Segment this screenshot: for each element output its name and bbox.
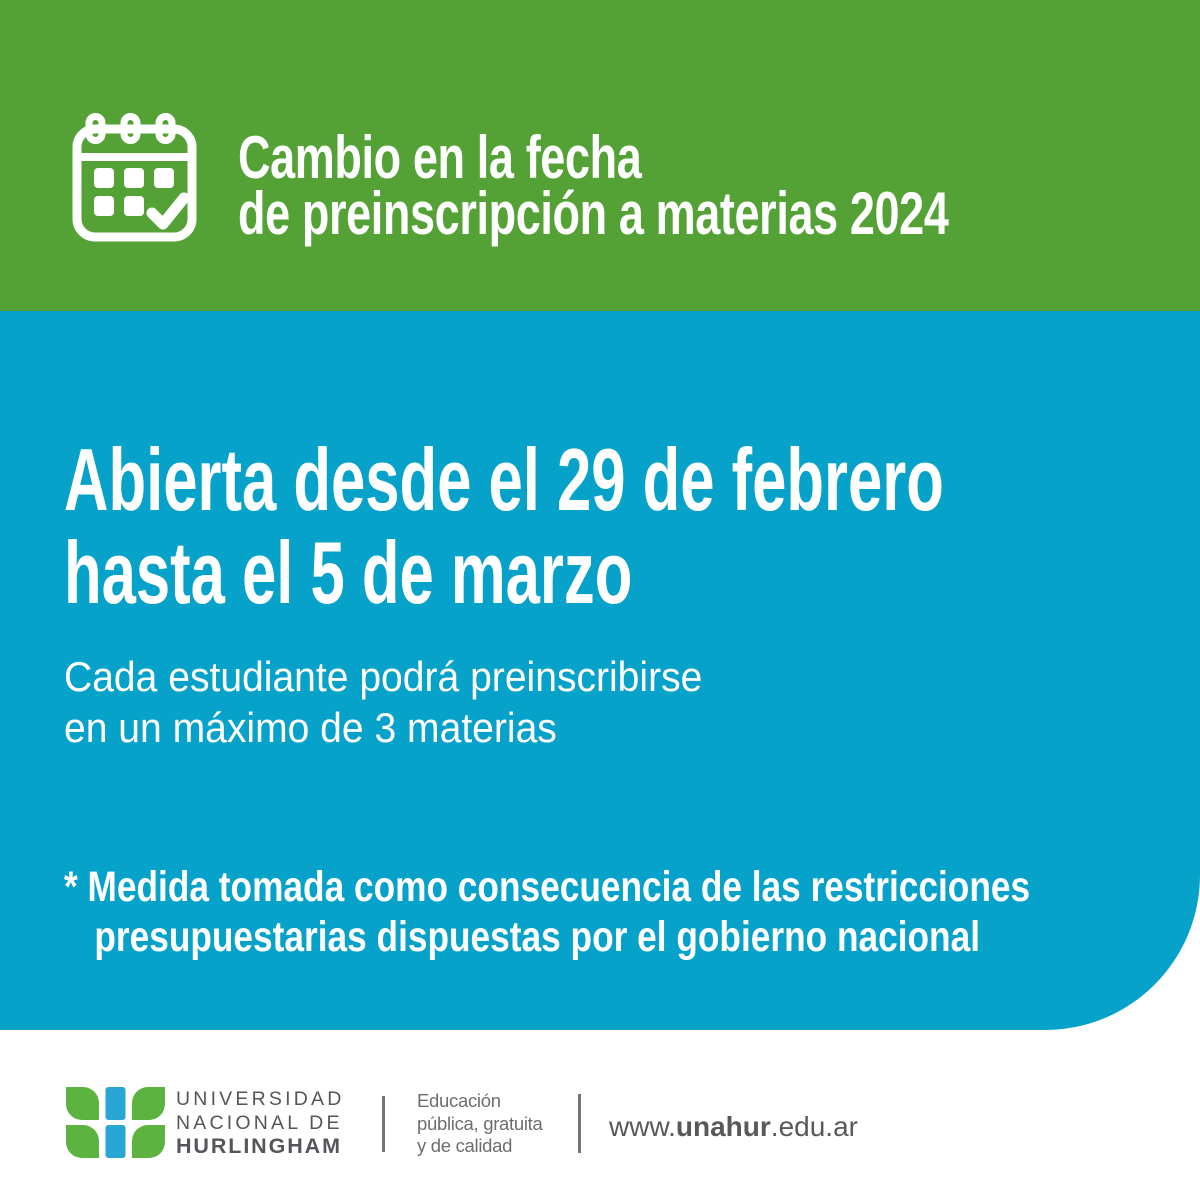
dates-headline [64, 430, 944, 622]
footnote-line2: presupuestarias dispuestas por el gobierno nacional [94, 913, 980, 961]
university-wordmark [176, 1088, 344, 1159]
subtitle-line2: en un máximo de 3 materias [64, 704, 557, 751]
university-tagline [417, 1090, 543, 1158]
tagline-line1: Educación [417, 1090, 501, 1111]
subtitle-text [64, 651, 702, 753]
main-announcement-panel [0, 311, 1200, 1030]
header-title-line1: Cambio en la fecha [238, 124, 642, 191]
dates-headline-line2: hasta el 5 de marzo [64, 523, 633, 622]
website-url [609, 1111, 858, 1143]
green-header-band [0, 0, 1200, 311]
unahur-logo [66, 1087, 165, 1158]
tagline-line3: y de calidad [417, 1135, 513, 1156]
footer-divider-1 [382, 1096, 385, 1152]
subtitle-line1: Cada estudiante podrá preinscribirse [64, 653, 703, 700]
header-title [238, 124, 949, 247]
footnote-line1: * Medida tomada como consecuencia de las restricciones [64, 863, 1031, 911]
footnote-asterisk: * [64, 863, 88, 911]
footer-divider-2 [578, 1094, 581, 1153]
university-name-line1: UNIVERSIDAD [176, 1088, 345, 1110]
header-title-line2: de preinscripción a materias 2024 [238, 180, 949, 247]
university-name-line3: HURLINGHAM [176, 1134, 342, 1158]
dates-headline-line1: Abierta desde el 29 de febrero [64, 430, 944, 529]
url-prefix: www. [609, 1111, 676, 1142]
footnote-text [64, 862, 1030, 962]
url-suffix: .edu.ar [770, 1111, 858, 1142]
university-name-line2: NACIONAL DE [176, 1111, 343, 1134]
footer [0, 1030, 1200, 1200]
calendar-check-icon [72, 113, 197, 242]
tagline-line2: pública, gratuita [417, 1112, 543, 1134]
url-domain: unahur [675, 1111, 771, 1142]
